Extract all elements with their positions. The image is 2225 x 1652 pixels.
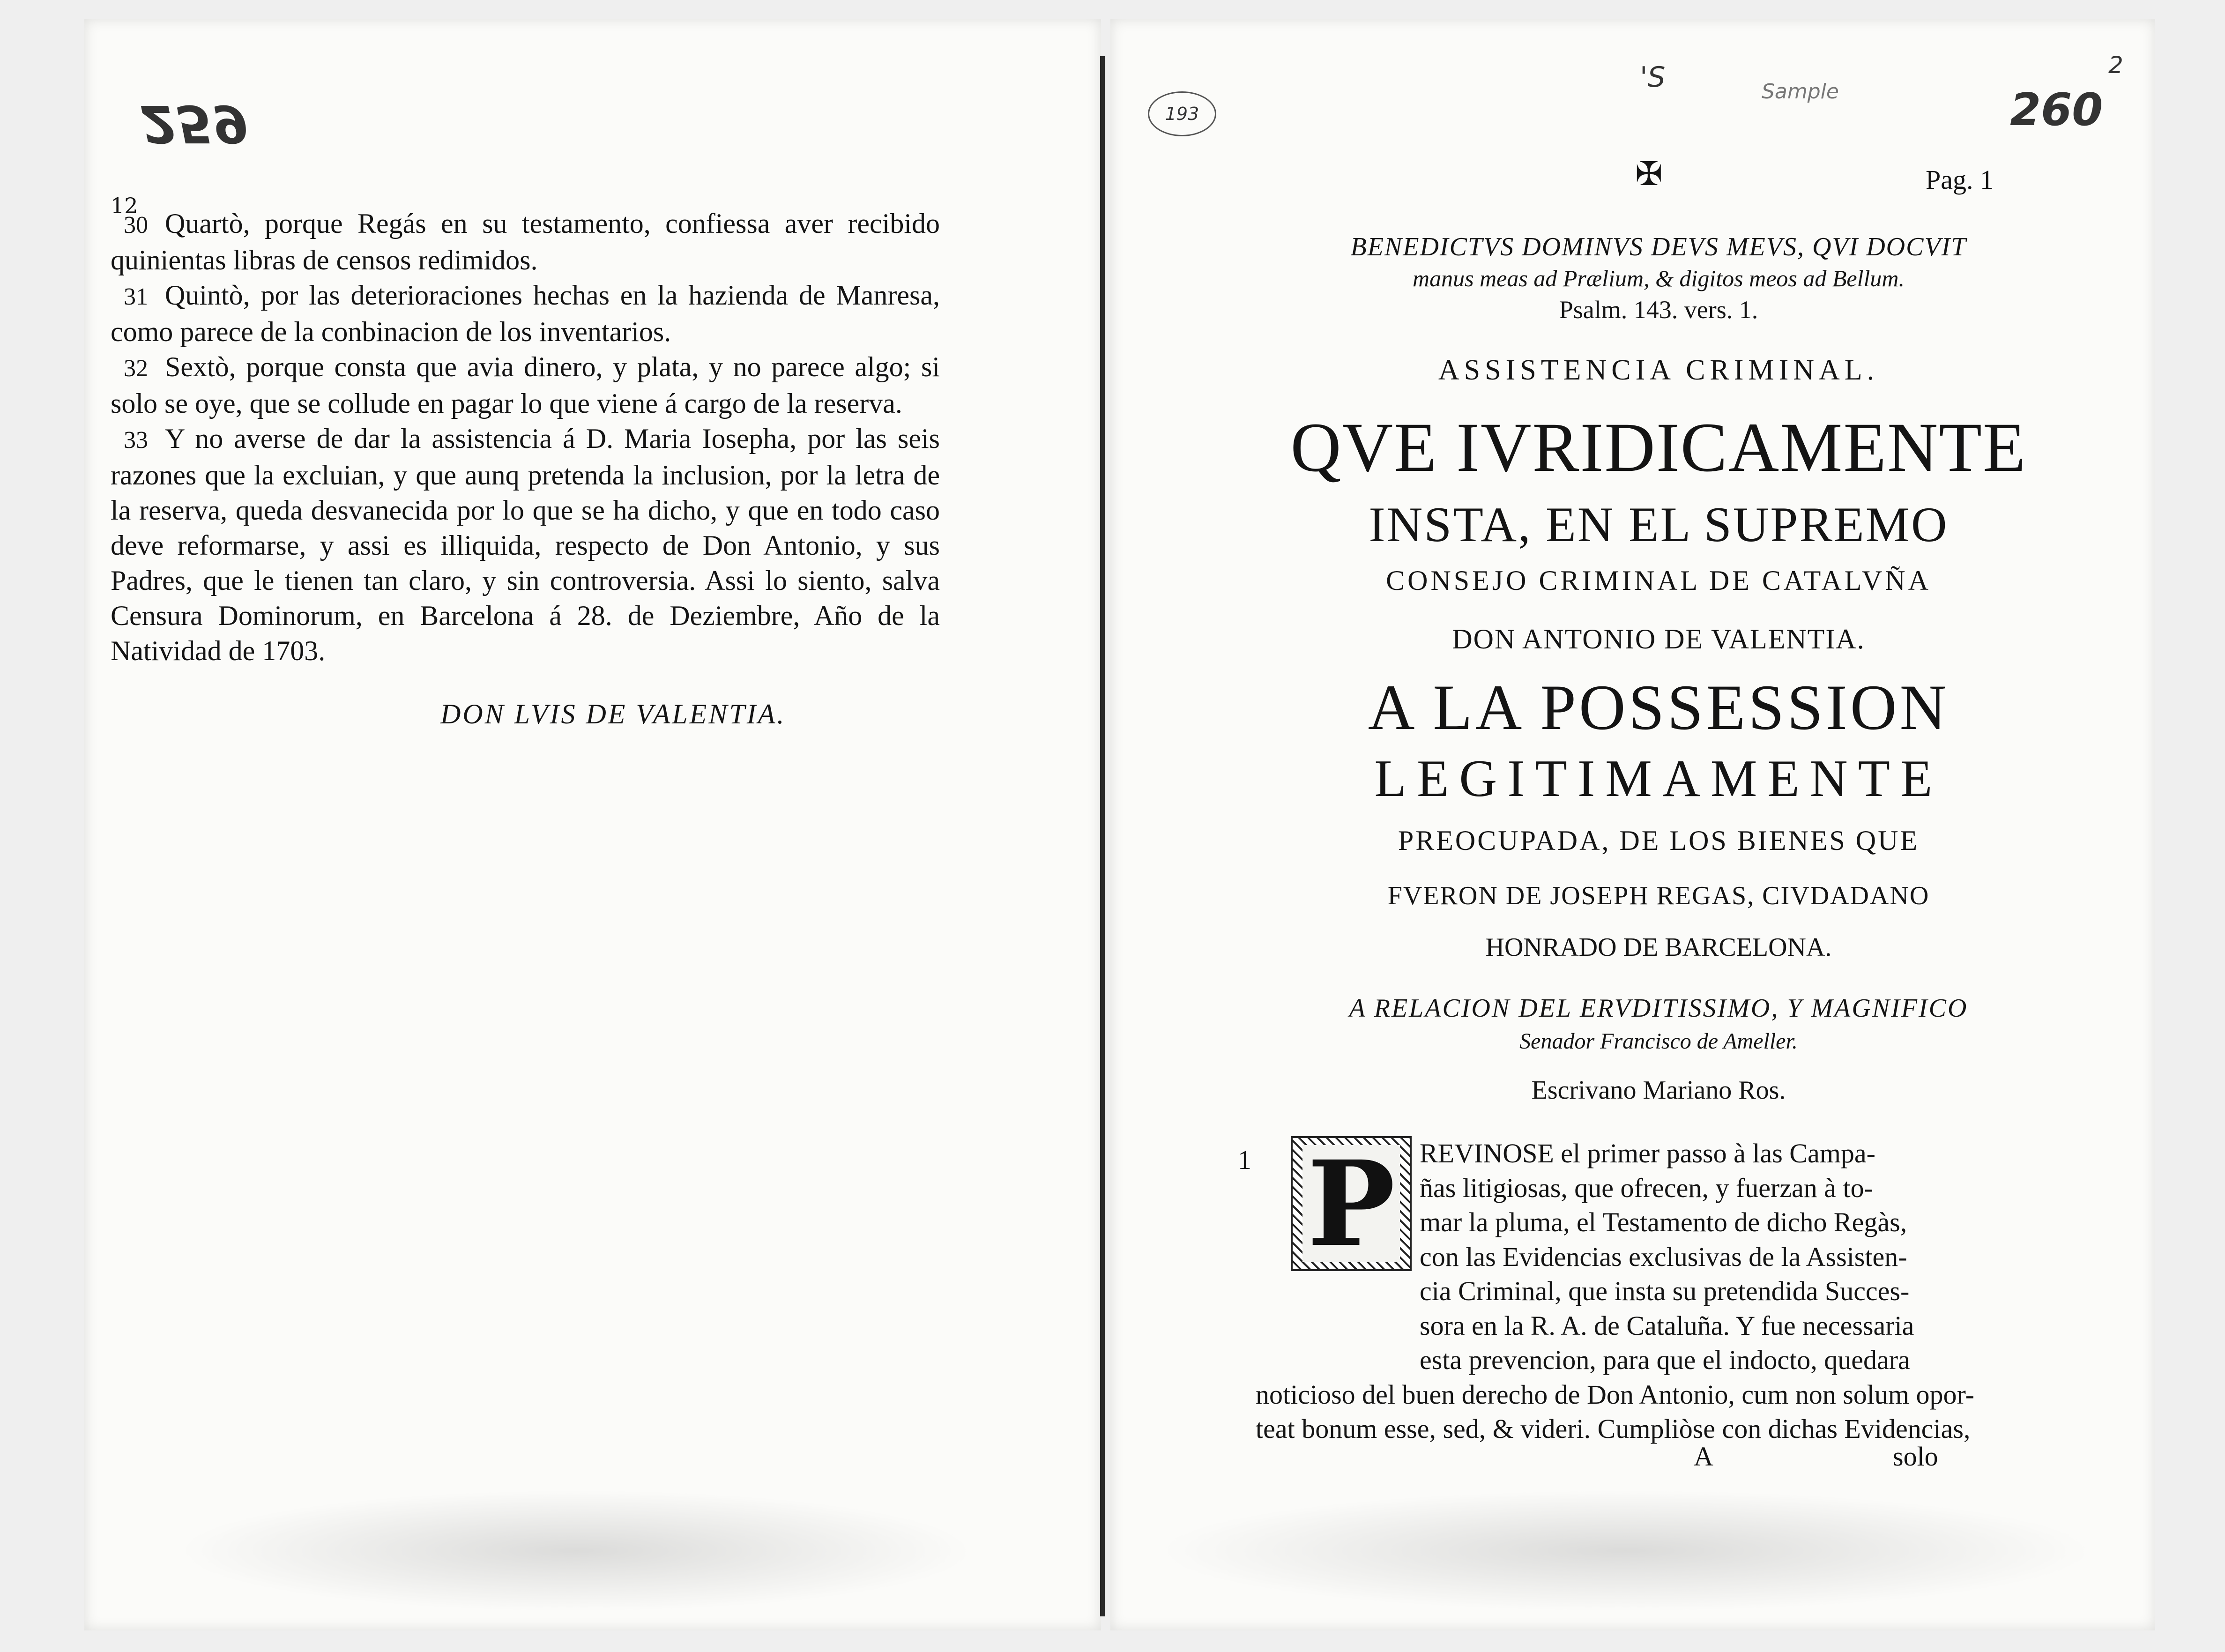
left-folio-number: 259 xyxy=(141,94,248,154)
pencil-mark: 'S xyxy=(1640,61,1666,94)
title-line: HONRADO DE BARCELONA. xyxy=(1485,933,1832,962)
archive-stamp: 193 xyxy=(1148,91,1216,136)
epigraph-reference: Psalm. 143. vers. 1. xyxy=(1559,296,1758,324)
body-line: con las Evidencias exclusivas de la Assisten- xyxy=(1420,1241,1907,1272)
body-line: noticioso del buen derecho de Don Antonio, cum non solum opor- xyxy=(1256,1379,1974,1410)
paragraph-number: 30 xyxy=(124,212,148,238)
pencil-mark: Sample xyxy=(1762,80,1839,104)
paragraph-text: Sextò, porque consta que avia dinero, y plata, y no parece algo; si solo se oye, que se collude en pagar lo que viene á cargo de la reserva. xyxy=(111,351,940,419)
title-line: PREOCUPADA, DE LOS BIENES QUE xyxy=(1398,825,1920,856)
page-label: Pag. 1 xyxy=(1926,164,1994,195)
drop-cap-letter: P xyxy=(1302,1145,1400,1262)
paragraph xyxy=(111,421,940,669)
left-page-body xyxy=(111,206,940,669)
body-line: REVINOSE el primer passo à las Campa- xyxy=(1420,1138,1875,1168)
title-line: DON ANTONIO DE VALENTIA. xyxy=(1452,624,1865,655)
body-line: sora en la R. A. de Cataluña. Y fue necessaria xyxy=(1420,1310,1914,1341)
paragraph-text: Quintò, por las deterioraciones hechas en la hazienda de Manresa, como parece de la conbinacion de los inventarios. xyxy=(111,280,940,347)
body-line: teat bonum esse, sed, & videri. Cumpliòse con dichas Evidencias, xyxy=(1256,1414,1971,1444)
title-line: FVERON DE JOSEPH REGAS, CIVDADANO xyxy=(1387,881,1930,910)
signature-line: DON LVIS DE VALENTIA. xyxy=(440,699,786,729)
page-gutter xyxy=(1100,56,1105,1616)
paragraph-number: 31 xyxy=(124,283,148,310)
epigraph-line: manus meas ad Prælium, & digitos meos ad Bellum. xyxy=(1413,265,1905,291)
body-full-block xyxy=(1256,1377,1979,1446)
paragraph xyxy=(111,350,940,421)
paragraph xyxy=(111,206,940,278)
water-stain xyxy=(178,1490,975,1612)
paragraph-number: 32 xyxy=(124,355,148,382)
paragraph-text: Y no averse de dar la assistencia á D. Maria Iosepha, por las seis razones que la excluian, y que aunq pretenda la inclusion, por la letra de la reserva, queda desvanecida por lo que se ha dicho, y que en todo caso deve reformarse, y assi es illiquida, respecto de Don Antonio, y sus Padres, que le tienen tan claro, y sin controversia. Assi lo siento, salva Censura Dominorum, en Barcelona á 28. de Deziembre, Año de la Natividad de 1703. xyxy=(111,423,940,666)
corner-mark: 2 xyxy=(2108,52,2123,79)
title-line: CONSEJO CRIMINAL DE CATALVÑA xyxy=(1386,565,1931,596)
body-line: cia Criminal, que insta su pretendida Succes- xyxy=(1420,1276,1910,1306)
escrivano-line: Escrivano Mariano Ros. xyxy=(1531,1076,1786,1105)
epigraph-line: BENEDICTVS DOMINVS DEVS MEVS, QVI DOCVIT xyxy=(1350,232,1967,261)
title-line: A LA POSSESSION xyxy=(1368,671,1950,743)
paragraph-number: 33 xyxy=(124,427,148,454)
catchword: solo xyxy=(1893,1441,1938,1472)
decorated-initial xyxy=(1291,1136,1412,1271)
relacion-line: A RELACION DEL ERVDITISSIMO, Y MAGNIFICO xyxy=(1349,994,1968,1023)
title-line: INSTA, EN EL SUPREMO xyxy=(1369,497,1949,552)
body-line: mar la pluma, el Testamento de dicho Regàs, xyxy=(1420,1207,1907,1237)
left-page-number: 12 xyxy=(111,193,138,218)
paragraph-number: 1 xyxy=(1238,1145,1251,1175)
body-indented-block xyxy=(1420,1136,1979,1377)
paragraph-text: Quartò, porque Regás en su testamento, confiessa aver recibido quinientas libras de censos redimidos. xyxy=(111,208,940,275)
body-line: ñas litigiosas, que ofrecen, y fuerzan à to- xyxy=(1420,1172,1873,1203)
title-line: QVE IVRIDICAMENTE xyxy=(1290,409,2027,486)
paragraph xyxy=(111,278,940,350)
relacion-line: Senador Francisco de Ameller. xyxy=(1519,1029,1798,1054)
body-line: esta prevencion, para que el indocto, quedara xyxy=(1420,1345,1910,1375)
right-folio-number: 260 xyxy=(2010,84,2103,136)
title-line: ASSISTENCIA CRIMINAL. xyxy=(1438,354,1879,386)
signature-mark: A xyxy=(1694,1441,1713,1472)
title-line: LEGITIMAMENTE xyxy=(1374,750,1943,808)
cross-icon: ✠ xyxy=(1635,155,1663,193)
